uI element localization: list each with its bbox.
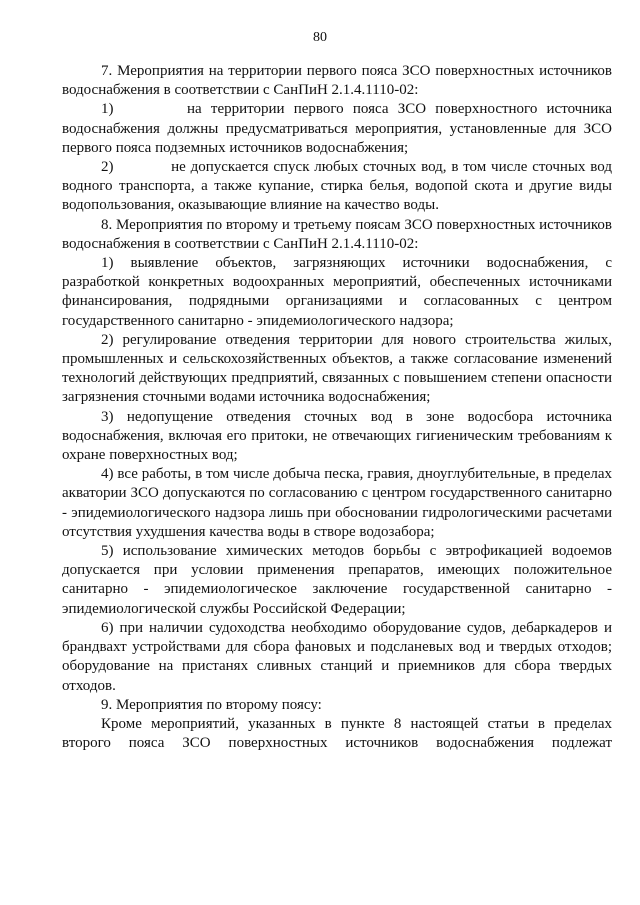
section-7-heading: 7. Мероприятия на территории первого пояса ЗСО поверхностных источников водоснабжения в соответствии с СанПиН 2.1.4.1110-02: — [62, 63, 616, 99]
section-8-item-1: 1) выявление объектов, загрязняющих источники водоснабжения, с разработкой конкретных водоохранных мероприятий, обеспеченных источниками финансирования, подрядными организациями и согласованных с центром государственного санитарно - эпидемиологического надзора; — [62, 255, 616, 329]
section-7-item-2: 2) не допускается спуск любых сточных вод, в том числе сточных вод водного транспорта, а также купание, стирка белья, водопой скота и другие виды водопользования, оказывающие влияние на качество воды. — [62, 159, 616, 214]
document-body — [62, 62, 616, 753]
section-8-item-3: 3) недопущение отведения сточных вод в зоне водосбора источника водоснабжения, включая его притоки, не отвечающих гигиеническим требованиям к охране поверхностных вод; — [62, 408, 616, 464]
section-9-intro: Кроме мероприятий, указанных в пункте 8 настоящей статьи в пределах второго пояса ЗСО поверхностных источников водоснабжения подлежат — [62, 715, 616, 752]
section-9-heading: 9. Мероприятия по второму поясу: — [101, 696, 322, 713]
section-8-item-2: 2) регулирование отведения территории для нового строительства жилых, промышленных и сельскохозяйственных объектов, а также согласование изменений технологий действующих предприятий, связанных с повышением степени опасности загрязнения сточными водами источника водоснабжения; — [62, 331, 616, 406]
section-8-item-6: 6) при наличии судоходства необходимо оборудование судов, дебаркадеров и брандвахт устройствами для сбора фановых и подсланевых вод и твердых отходов; оборудование на пристанях сливных станций и приемников для сбора твердых отходов. — [62, 619, 616, 694]
page-number: 80 — [313, 30, 327, 45]
section-8-item-4: 4) все работы, в том числе добыча песка, гравия, дноуглубительные, в пределах акватории ЗСО допускаются по согласованию с центром государственного санитарно - эпидемиологического надзора лишь при обосновании гидрологическими расчетами отсутствия ухудшения качества воды в створе водозабора; — [62, 466, 616, 540]
section-8-item-5: 5) использование химических методов борьбы с эвтрофикацией водоемов допускается при условии применения препаратов, имеющих положительное санитарно - эпидемиологическое заключение государственной санитарно - эпидемиологической службы Российской Федерации; — [62, 543, 616, 617]
section-7-item-1: 1) на территории первого пояса ЗСО поверхностного источника водоснабжения должны предусматриваться мероприятия, установленные для ЗСО первого пояса подземных источников водоснабжения; — [62, 101, 616, 156]
section-8-heading: 8. Мероприятия по второму и третьему поясам ЗСО поверхностных источников водоснабжения в соответствии с СанПиН 2.1.4.1110-02: — [62, 216, 616, 252]
